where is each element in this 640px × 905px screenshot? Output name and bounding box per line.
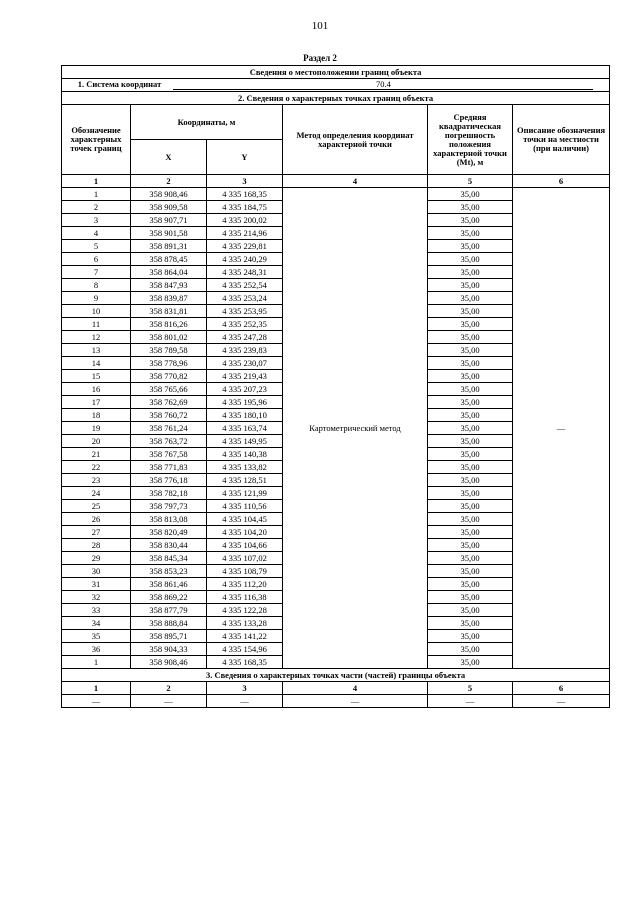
coord-x: 358 816,26 xyxy=(131,318,207,331)
point-number: 36 xyxy=(62,643,131,656)
point-number: 35 xyxy=(62,630,131,643)
coord-x: 358 864,04 xyxy=(131,266,207,279)
coord-x: 358 778,96 xyxy=(131,357,207,370)
coord-y: 4 335 253,95 xyxy=(207,305,283,318)
coord-y: 4 335 104,45 xyxy=(207,513,283,526)
coord-y: 4 335 219,43 xyxy=(207,370,283,383)
error-value: 35,00 xyxy=(428,487,513,500)
column-number-row xyxy=(62,175,610,188)
point-number: 4 xyxy=(62,227,131,240)
coord-x: 358 861,46 xyxy=(131,578,207,591)
coord-x: 358 831,81 xyxy=(131,305,207,318)
coord-x: 358 888,84 xyxy=(131,617,207,630)
column-number: 2 xyxy=(131,175,207,188)
coord-x: 358 853,23 xyxy=(131,565,207,578)
coord-system-label: 1. Система координат xyxy=(77,79,162,89)
error-value: 35,00 xyxy=(428,370,513,383)
coord-y: 4 335 168,35 xyxy=(207,656,283,669)
coord-x: 358 782,18 xyxy=(131,487,207,500)
point-number: 10 xyxy=(62,305,131,318)
coord-y: 4 335 180,10 xyxy=(207,409,283,422)
coord-y: 4 335 253,24 xyxy=(207,292,283,305)
error-value: 35,00 xyxy=(428,643,513,656)
header-coordinates: Координаты, м xyxy=(131,105,283,140)
error-value: 35,00 xyxy=(428,474,513,487)
coord-y: 4 335 252,54 xyxy=(207,279,283,292)
coord-y: 4 335 112,20 xyxy=(207,578,283,591)
page-number: 101 xyxy=(311,20,329,32)
point-number: 29 xyxy=(62,552,131,565)
point-number: 9 xyxy=(62,292,131,305)
column-number: 3 xyxy=(207,175,283,188)
point-number: 25 xyxy=(62,500,131,513)
point-number: 27 xyxy=(62,526,131,539)
coord-y: 4 335 229,81 xyxy=(207,240,283,253)
coord-x: 358 765,66 xyxy=(131,383,207,396)
header-error: Средняя квадратическая погрешность положения характерной точки (Mt), м xyxy=(428,105,513,175)
coord-y: 4 335 207,23 xyxy=(207,383,283,396)
coord-y: 4 335 122,28 xyxy=(207,604,283,617)
point-number: 3 xyxy=(62,214,131,227)
error-value: 35,00 xyxy=(428,331,513,344)
coord-x: 358 776,18 xyxy=(131,474,207,487)
point-number: 7 xyxy=(62,266,131,279)
error-value: 35,00 xyxy=(428,383,513,396)
error-value: 35,00 xyxy=(428,266,513,279)
coord-y: 4 335 116,38 xyxy=(207,591,283,604)
column-number: 4 xyxy=(283,175,428,188)
coord-x: 358 789,58 xyxy=(131,344,207,357)
error-value: 35,00 xyxy=(428,539,513,552)
error-value: 35,00 xyxy=(428,656,513,669)
error-value: 35,00 xyxy=(428,435,513,448)
point-number: 23 xyxy=(62,474,131,487)
empty-cell: — xyxy=(131,695,207,708)
coord-x: 358 847,93 xyxy=(131,279,207,292)
point-number: 5 xyxy=(62,240,131,253)
coord-x: 358 877,79 xyxy=(131,604,207,617)
coord-x: 358 904,33 xyxy=(131,643,207,656)
coord-y: 4 335 195,96 xyxy=(207,396,283,409)
coord-x: 358 901,58 xyxy=(131,227,207,240)
coord-x: 358 771,83 xyxy=(131,461,207,474)
error-value: 35,00 xyxy=(428,240,513,253)
error-value: 35,00 xyxy=(428,396,513,409)
coord-y: 4 335 128,51 xyxy=(207,474,283,487)
coord-x: 358 907,71 xyxy=(131,214,207,227)
coord-y: 4 335 230,07 xyxy=(207,357,283,370)
column-number: 6 xyxy=(513,682,610,695)
point-number: 6 xyxy=(62,253,131,266)
error-value: 35,00 xyxy=(428,526,513,539)
point-number: 15 xyxy=(62,370,131,383)
coord-x: 358 813,08 xyxy=(131,513,207,526)
header-method: Метод определения координат характерной точки xyxy=(283,105,428,175)
coord-x: 358 839,87 xyxy=(131,292,207,305)
point-number: 11 xyxy=(62,318,131,331)
coord-x: 358 909,58 xyxy=(131,201,207,214)
empty-cell: — xyxy=(513,695,610,708)
section-title: Раздел 2 xyxy=(303,53,337,63)
error-value: 35,00 xyxy=(428,565,513,578)
part-column-number-row xyxy=(62,682,610,695)
error-value: 35,00 xyxy=(428,578,513,591)
column-number: 4 xyxy=(283,682,428,695)
error-value: 35,00 xyxy=(428,344,513,357)
coord-y: 4 335 108,79 xyxy=(207,565,283,578)
coord-y: 4 335 240,29 xyxy=(207,253,283,266)
point-number: 14 xyxy=(62,357,131,370)
point-number: 24 xyxy=(62,487,131,500)
error-value: 35,00 xyxy=(428,253,513,266)
error-value: 35,00 xyxy=(428,422,513,435)
point-row xyxy=(62,188,610,201)
coord-x: 358 908,46 xyxy=(131,188,207,201)
coord-y: 4 335 247,28 xyxy=(207,331,283,344)
point-number: 31 xyxy=(62,578,131,591)
coord-y: 4 335 104,20 xyxy=(207,526,283,539)
point-number: 34 xyxy=(62,617,131,630)
error-value: 35,00 xyxy=(428,630,513,643)
coord-y: 4 335 133,28 xyxy=(207,617,283,630)
coord-y: 4 335 141,22 xyxy=(207,630,283,643)
point-number: 13 xyxy=(62,344,131,357)
coord-y: 4 335 104,66 xyxy=(207,539,283,552)
coord-x: 358 820,49 xyxy=(131,526,207,539)
boundary-table xyxy=(61,65,610,708)
column-number: 2 xyxy=(131,682,207,695)
error-value: 35,00 xyxy=(428,604,513,617)
error-value: 35,00 xyxy=(428,513,513,526)
column-number: 6 xyxy=(513,175,610,188)
coord-x: 358 908,46 xyxy=(131,656,207,669)
point-number: 1 xyxy=(62,656,131,669)
coord-system-row xyxy=(62,79,610,92)
point-number: 19 xyxy=(62,422,131,435)
coord-x: 358 895,71 xyxy=(131,630,207,643)
coord-x: 358 801,02 xyxy=(131,331,207,344)
header-designation: Обозначение характерных точек границ xyxy=(62,105,131,175)
header-description: Описание обозначения точки на местности (при наличии) xyxy=(513,105,610,175)
section-2-heading: 2. Сведения о характерных точках границ объекта xyxy=(62,92,610,105)
point-number: 21 xyxy=(62,448,131,461)
description-cell: — xyxy=(513,188,610,669)
column-number: 5 xyxy=(428,175,513,188)
coord-y: 4 335 133,82 xyxy=(207,461,283,474)
coord-y: 4 335 154,96 xyxy=(207,643,283,656)
coord-x: 358 763,72 xyxy=(131,435,207,448)
coord-y: 4 335 140,38 xyxy=(207,448,283,461)
error-value: 35,00 xyxy=(428,617,513,630)
column-number: 1 xyxy=(62,682,131,695)
coord-y: 4 335 239,83 xyxy=(207,344,283,357)
header-x: X xyxy=(131,140,207,175)
error-value: 35,00 xyxy=(428,318,513,331)
point-number: 33 xyxy=(62,604,131,617)
coord-y: 4 335 214,96 xyxy=(207,227,283,240)
coord-x: 358 869,22 xyxy=(131,591,207,604)
point-number: 18 xyxy=(62,409,131,422)
column-number: 1 xyxy=(62,175,131,188)
error-value: 35,00 xyxy=(428,591,513,604)
coord-x: 358 762,69 xyxy=(131,396,207,409)
coord-y: 4 335 163,74 xyxy=(207,422,283,435)
error-value: 35,00 xyxy=(428,357,513,370)
point-number: 16 xyxy=(62,383,131,396)
coord-x: 358 878,45 xyxy=(131,253,207,266)
point-number: 20 xyxy=(62,435,131,448)
coord-system-value: 70.4 xyxy=(173,80,593,90)
point-number: 2 xyxy=(62,201,131,214)
header-y: Y xyxy=(207,140,283,175)
coord-y: 4 335 107,02 xyxy=(207,552,283,565)
coord-x: 358 845,34 xyxy=(131,552,207,565)
error-value: 35,00 xyxy=(428,292,513,305)
error-value: 35,00 xyxy=(428,552,513,565)
column-number: 5 xyxy=(428,682,513,695)
coord-y: 4 335 252,35 xyxy=(207,318,283,331)
point-number: 8 xyxy=(62,279,131,292)
coord-y: 4 335 184,75 xyxy=(207,201,283,214)
point-number: 1 xyxy=(62,188,131,201)
empty-cell: — xyxy=(283,695,428,708)
coord-x: 358 761,24 xyxy=(131,422,207,435)
coord-x: 358 891,31 xyxy=(131,240,207,253)
coord-x: 358 797,73 xyxy=(131,500,207,513)
method-cell: Картометрический метод xyxy=(283,188,428,669)
point-number: 17 xyxy=(62,396,131,409)
error-value: 35,00 xyxy=(428,188,513,201)
error-value: 35,00 xyxy=(428,448,513,461)
error-value: 35,00 xyxy=(428,279,513,292)
column-number: 3 xyxy=(207,682,283,695)
coord-y: 4 335 248,31 xyxy=(207,266,283,279)
coord-x: 358 770,82 xyxy=(131,370,207,383)
point-number: 22 xyxy=(62,461,131,474)
section-3-heading: 3. Сведения о характерных точках части (частей) границы объекта xyxy=(62,669,610,682)
coord-y: 4 335 110,56 xyxy=(207,500,283,513)
coord-y: 4 335 200,02 xyxy=(207,214,283,227)
error-value: 35,00 xyxy=(428,227,513,240)
empty-cell: — xyxy=(62,695,131,708)
point-number: 26 xyxy=(62,513,131,526)
empty-cell: — xyxy=(428,695,513,708)
empty-cell: — xyxy=(207,695,283,708)
coord-y: 4 335 121,99 xyxy=(207,487,283,500)
coord-x: 358 767,58 xyxy=(131,448,207,461)
error-value: 35,00 xyxy=(428,409,513,422)
error-value: 35,00 xyxy=(428,500,513,513)
table-title: Сведения о местоположении границ объекта xyxy=(62,66,610,79)
point-number: 32 xyxy=(62,591,131,604)
part-empty-row xyxy=(62,695,610,708)
coord-x: 358 830,44 xyxy=(131,539,207,552)
point-number: 12 xyxy=(62,331,131,344)
coord-y: 4 335 168,35 xyxy=(207,188,283,201)
error-value: 35,00 xyxy=(428,201,513,214)
error-value: 35,00 xyxy=(428,305,513,318)
point-number: 30 xyxy=(62,565,131,578)
coord-x: 358 760,72 xyxy=(131,409,207,422)
error-value: 35,00 xyxy=(428,214,513,227)
coord-y: 4 335 149,95 xyxy=(207,435,283,448)
error-value: 35,00 xyxy=(428,461,513,474)
point-number: 28 xyxy=(62,539,131,552)
